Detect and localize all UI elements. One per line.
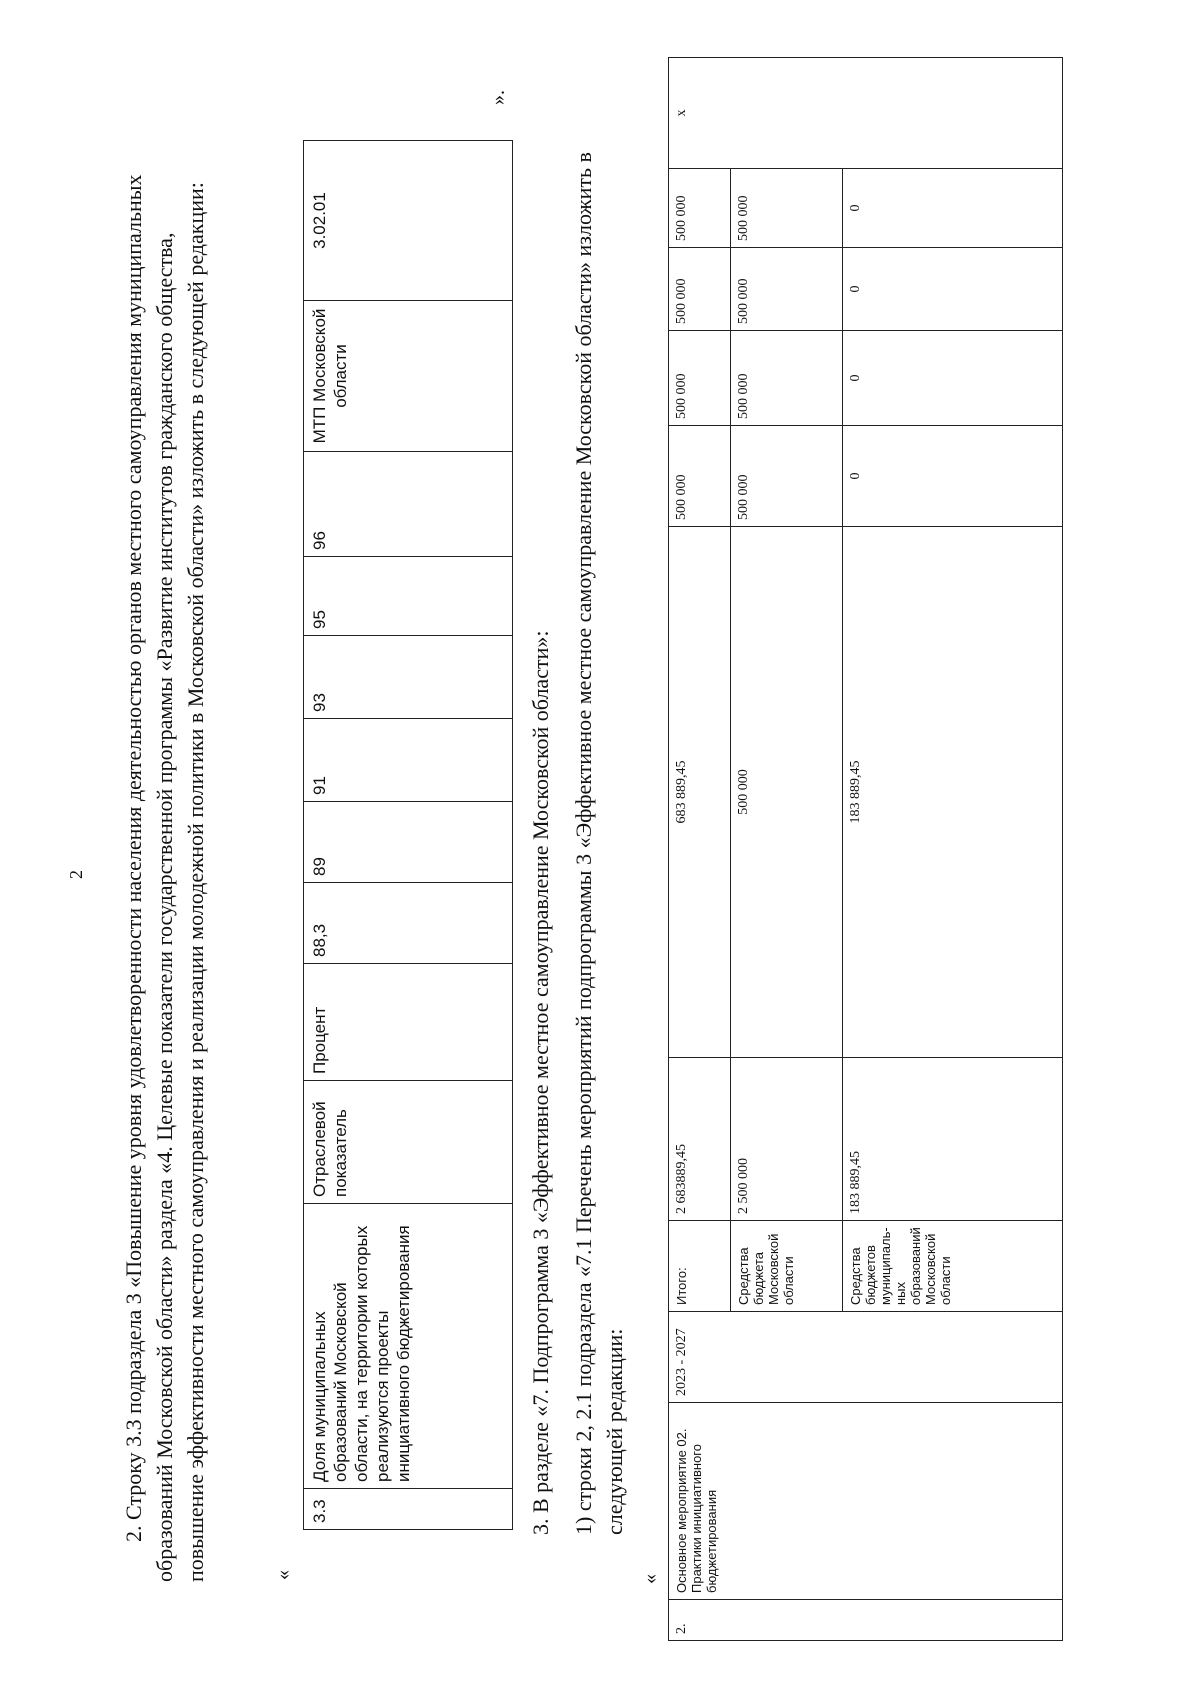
mun-2023: 183 889,45 xyxy=(843,527,1063,1058)
total-2023: 683 889,45 xyxy=(669,527,731,1058)
value-year-4: 95 xyxy=(304,557,513,636)
indicator-source: МТП Московской области xyxy=(304,301,513,452)
indicator-code: 3.02.01 xyxy=(304,141,513,301)
mo-2026: 500 000 xyxy=(731,248,843,331)
mun-2025: 0 xyxy=(843,331,1063,426)
table-row xyxy=(669,58,731,1641)
mo-2024: 500 000 xyxy=(731,426,843,527)
base-value: 88,3 xyxy=(304,883,513,964)
total-sum: 2 683889,45 xyxy=(669,1058,731,1221)
value-year-2: 91 xyxy=(304,719,513,802)
value-year-3: 93 xyxy=(304,636,513,719)
open-quote-1: « xyxy=(272,1570,294,1580)
mo-2027: 500 000 xyxy=(731,169,843,248)
mo-budget-label: Средства бюджета Московской области xyxy=(731,1221,843,1312)
value-year-1: 89 xyxy=(304,802,513,883)
total-label: Итого: xyxy=(669,1221,731,1312)
mun-budget-label: Средства бюджетов муниципаль-ных образований Московской области xyxy=(843,1221,1063,1312)
total-2027: 500 000 xyxy=(669,169,731,248)
mun-2026: 0 xyxy=(843,248,1063,331)
indicator-name: Доля муниципальных образований Московской области, на территории которых реализуются проекты инициативного бюджетирования xyxy=(304,1204,513,1489)
mun-2027: 0 xyxy=(843,169,1063,248)
mo-sum: 2 500 000 xyxy=(731,1058,843,1221)
period: 2023 - 2027 xyxy=(669,1312,1063,1403)
table-row xyxy=(304,141,513,1530)
paragraph-2: 2. Строку 3.3 подраздела 3 «Повышение уровня удовлетворенности населения деятельностью органов местного самоуправления муниципальных образований Московской области» раздела «4. Целевые показатели государственной программы «Развитие институтов гражданского общества, повышение эффективности местного самоуправления и реализации молодежной политики в Московской области» изложить в следующей редакции: xyxy=(121,174,208,1582)
mo-2025: 500 000 xyxy=(731,331,843,426)
indicator-table xyxy=(303,140,513,1530)
mo-2023: 500 000 xyxy=(731,527,843,1058)
indicator-unit: Процент xyxy=(304,964,513,1081)
total-2024: 500 000 xyxy=(669,426,731,527)
mun-sum: 183 889,45 xyxy=(843,1058,1063,1221)
mun-2024: 0 xyxy=(843,426,1063,527)
activity-table xyxy=(668,57,1063,1641)
responsible: х xyxy=(669,58,1063,169)
total-2025: 500 000 xyxy=(669,331,731,426)
indicator-type: Отраслевой показатель xyxy=(304,1081,513,1204)
row-number: 3.3 xyxy=(304,1489,513,1530)
paragraph-3-1: 1) строки 2, 2.1 подраздела «7.1 Перечень мероприятий подпрограммы 3 «Эффективное местное самоуправление Московской области» изложить в следующей редакции: xyxy=(571,152,627,1535)
open-quote-2: « xyxy=(639,1574,661,1584)
value-year-5: 96 xyxy=(304,452,513,557)
total-2026: 500 000 xyxy=(669,248,731,331)
row-number: 2. xyxy=(669,1600,1063,1641)
page-number: 2 xyxy=(66,870,86,879)
paragraph-3: 3. В разделе «7. Подпрограмма 3 «Эффективное местное самоуправление Московской области»: xyxy=(528,630,553,1535)
close-quote: ». xyxy=(487,90,509,105)
activity-name: Основное мероприятие 02. Практики инициативного бюджетирования xyxy=(669,1403,1063,1600)
